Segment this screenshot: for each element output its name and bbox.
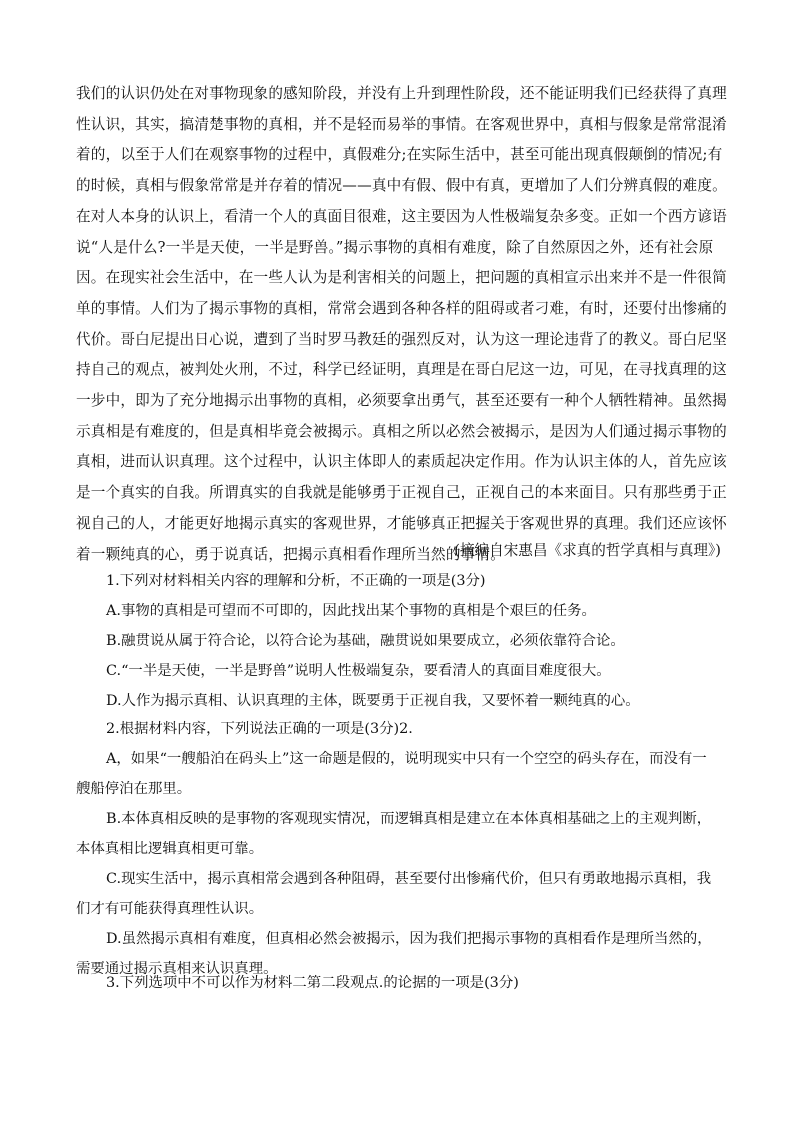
passage-line: 因。在现实社会生活中，在一些人认为是利害相关的问题上，把问题的真相宣示出来并不是一件很简 (76, 269, 727, 287)
question-1 (76, 566, 721, 716)
question-option: A.事物的真相是可望而不可即的，因此找出某个事物的真相是个艰巨的任务。 (106, 603, 596, 619)
passage-line: 真相，进而认识真理。这个过程中，认识主体即人的素质起决定作用。作为认识主体的人，首先应该 (76, 453, 727, 471)
passage-line: 着的，以至于人们在观察事物的过程中，真假难分;在实际生活中，甚至可能出现真假颠倒的情况;有 (76, 146, 723, 164)
question-option: B.本体真相反映的是事物的客观现实情况，而逻辑真相是建立在本体真相基础之上的主观判断， (106, 811, 712, 827)
question-stem: 3.下列选项中不可以作为材料二第二段观点.的论据的一项是(3分) (106, 975, 519, 991)
passage-line: 代价。哥白尼提出日心说，遭到了当时罗马教廷的强烈反对，认为这一理论违背了的教义。哥白尼坚 (76, 330, 727, 348)
passage-line: 单的事情。人们为了揭示事物的真相，常常会遇到各种各样的阻碍或者刁难，有时，还要付出惨痛的 (76, 299, 727, 317)
question-option: D.虽然揭示真相有难度，但真相必然会被揭示，因为我们把揭示事物的真相看作是理所当然的， (106, 931, 712, 947)
question-option-continued: 艘船停泊在那里。 (76, 781, 192, 797)
passage-line: 着一颗纯真的心，勇于说真话，把揭示真相看作理所当然的事情。 (76, 545, 506, 563)
passage-line: 示真相是有难度的，但是真相毕竟会被揭示。真相之所以必然会被揭示，是因为人们通过揭示事物的 (76, 422, 727, 440)
question-2 (76, 714, 721, 984)
question-stem: 1.下列对材料相关内容的理解和分析，不正确的一项是(3分) (106, 573, 486, 589)
question-option-continued: 们才有可能获得真理性认识。 (76, 901, 264, 917)
passage-line: 在对人本身的认识上，看清一个人的真面目很难，这主要因为人性极端复杂多变。正如一个西方谚语 (76, 207, 727, 225)
passage-line: 一步中，即为了充分地揭示出事物的真相，必须要拿出勇气，甚至还要有一种个人牺牲精神。虽然揭 (76, 392, 727, 410)
question-option: C.现实生活中，揭示真相常会遇到各种阻碍，甚至要付出惨痛代价，但只有勇敢地揭示真相，我 (106, 871, 712, 887)
passage-line: 我们的认识仍处在对事物现象的感知阶段，并没有上升到理性阶段，还不能证明我们已经获得了真理 (76, 85, 727, 102)
question-option-continued: 需要通过揭示真相来认识真理。 (76, 961, 278, 977)
passage-line: 持自己的观点，被判处火刑，不过，科学已经证明，真理是在哥白尼这一边，可见，在寻找真理的这 (76, 361, 727, 379)
question-3 (76, 968, 721, 998)
question-stem: 2.根据材料内容，下列说法正确的一项是(3分)2. (106, 721, 413, 737)
question-option: C.“一半是天使，一半是野兽”说明人性极端复杂，要看清人的真面目难度很大。 (106, 663, 611, 679)
passage-line: 的时候，真相与假象常常是并存着的情况——真中有假、假中有真，更增加了人们分辨真假的难度。 (76, 177, 727, 195)
question-option-continued: 本体真相比逻辑真相更可靠。 (76, 841, 264, 857)
passage-paragraph (76, 79, 727, 570)
source-citation: (摘编自宋惠昌《求真的哲学真相与真理》) (454, 542, 721, 559)
question-option: A，如果“一艘船泊在码头上”这一命题是假的，说明现实中只有一个空空的码头存在，而没有一 (106, 751, 707, 767)
passage-line: 是一个真实的自我。所谓真实的自我就是能够勇于正视自己，正视自己的本来面目。只有那些勇于正 (76, 484, 727, 502)
passage-line: 视自己的人，才能更好地揭示真实的客观世界，才能够真正把握关于客观世界的真理。我们还应该怀 (76, 514, 727, 532)
passage-line: 性认识，其实，搞清楚事物的真相，并不是轻而易举的事情。在客观世界中，真相与假象是常常混淆 (76, 115, 727, 133)
passage-line: 说“人是什么?一半是天使，一半是野兽。”揭示事物的真相有难度，除了自然原因之外，还有社会原 (76, 238, 714, 256)
question-option: B.融贯说从属于符合论，以符合论为基础，融贯说如果要成立，必须依靠符合论。 (106, 633, 625, 649)
question-option: D.人作为揭示真相、认识真理的主体，既要勇于正视自我，又要怀着一颗纯真的心。 (106, 693, 640, 709)
